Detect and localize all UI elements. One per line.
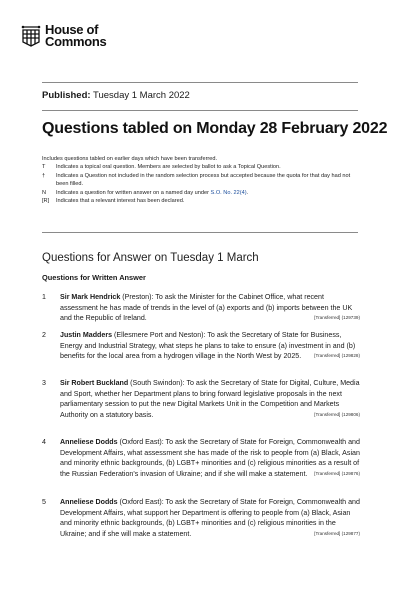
published-label: Published: (42, 90, 91, 101)
question-item (42, 497, 360, 539)
standing-order-link[interactable]: S.O. No. 22(4) (210, 189, 247, 196)
question-item (42, 378, 360, 420)
section-title: Questions for Answer on Tuesday 1 March (42, 252, 259, 264)
note-symbol: † (42, 172, 46, 179)
question-reference: [Transferred] (129828) (314, 353, 360, 359)
question-item (42, 330, 360, 362)
note-symbol: N (42, 189, 47, 196)
top-divider (42, 82, 358, 83)
question-reference: [Transferred] (129876) (314, 470, 360, 476)
notes-intro: Includes questions tabled on earlier days which have been transferred. (42, 156, 218, 162)
question-number: 2 (42, 331, 46, 339)
question-body (60, 497, 360, 539)
note-text: Indicates that a relevant interest has been declared. (56, 198, 185, 205)
logo-line-2: Commons (45, 34, 107, 49)
question-constituency: (South Swindon): (128, 379, 187, 387)
note-text-tail: . (246, 189, 249, 196)
question-body (60, 292, 360, 324)
question-member: Sir Robert Buckland (60, 379, 129, 387)
question-reference: [Transferred] (129877) (314, 530, 360, 536)
question-body (60, 330, 360, 362)
question-constituency: (Oxford East): (117, 498, 166, 506)
question-number: 5 (42, 498, 46, 506)
note-text: Indicates a Question not included in the random selection process but accepted because the quota for that day had not been filled. (56, 172, 351, 188)
note-item (42, 189, 362, 197)
question-number: 3 (42, 379, 46, 387)
question-body (60, 378, 360, 420)
question-text: To ask the Minister for the Cabinet Office, what recent assessment he has made of trends in the level of (a) exports and (b) imports between the UK and the Republic of Ireland. (60, 293, 353, 323)
subsection-title: Questions for Written Answer (42, 273, 146, 282)
question-number: 1 (42, 293, 46, 301)
house-of-commons-logo (20, 24, 106, 48)
question-constituency: (Preston): (120, 293, 156, 301)
note-symbol: T (42, 164, 46, 171)
question-text: To ask the Secretary of State for Business, Energy and Industrial Strategy, what steps he plans to take to ensure (a) investment in and (b) benefits for the local area from a hydrogen village in the North West by 2025. (60, 331, 356, 361)
note-text-main: Indicates a question for written answer on a named day under (56, 189, 211, 196)
published-date: Tuesday 1 March 2022 (93, 90, 190, 101)
question-item (42, 292, 360, 324)
note-item (42, 163, 362, 171)
note-text: Indicates a topical oral question. Members are selected by ballot to ask a Topical Question. (56, 164, 281, 171)
notes-block (42, 155, 362, 205)
question-text: To ask the Secretary of State for Digital, Culture, Media and Sport, whether her Department plans to bring forward legislative proposals in the next parliamentary session to put the new Digital Markets Unit in the Competition and Markets Authority on a statutory basis. (60, 379, 360, 419)
question-reference: [Transferred] (129739) (314, 315, 360, 321)
notes-divider (42, 232, 358, 233)
question-reference: [Transferred] (129806) (314, 411, 360, 417)
question-item (42, 437, 360, 479)
question-member: Sir Mark Hendrick (60, 293, 121, 301)
portcullis-icon (20, 24, 42, 48)
question-text: To ask the Secretary of State for Foreign, Commonwealth and Development Affairs, what assessment she has made of the risk to people from (a) Black, Asian and minority ethnic backgrounds, (b) LGBT+ minorities and (c) religious minorities as a result of the Russian Federation's invasion of Ukraine; and if she will make a statement. (60, 438, 360, 478)
question-member: Anneliese Dodds (60, 438, 118, 446)
page-title: Questions tabled on Monday 28 February 2022 (42, 120, 388, 137)
question-constituency: (Ellesmere Port and Neston): (112, 331, 208, 339)
published-line (42, 90, 190, 101)
note-item (42, 172, 362, 189)
question-member: Justin Madders (60, 331, 113, 339)
question-text: To ask the Secretary of State for Foreign, Commonwealth and Development Affairs, what support her Department is offering to people from (a) Black, Asian and minority ethnic backgrounds, (b) LGBT+ minorities and (c) religious minorities in the Ukraine; and if she will make a statement. (60, 498, 360, 538)
question-constituency: (Oxford East): (117, 438, 166, 446)
note-symbol: [R] (42, 198, 50, 205)
question-number: 4 (42, 438, 46, 446)
note-item (42, 197, 362, 205)
note-text (56, 189, 362, 197)
header-divider (42, 110, 358, 111)
logo-line-1: House of (45, 22, 99, 37)
question-member: Anneliese Dodds (60, 498, 118, 506)
question-body (60, 437, 360, 479)
